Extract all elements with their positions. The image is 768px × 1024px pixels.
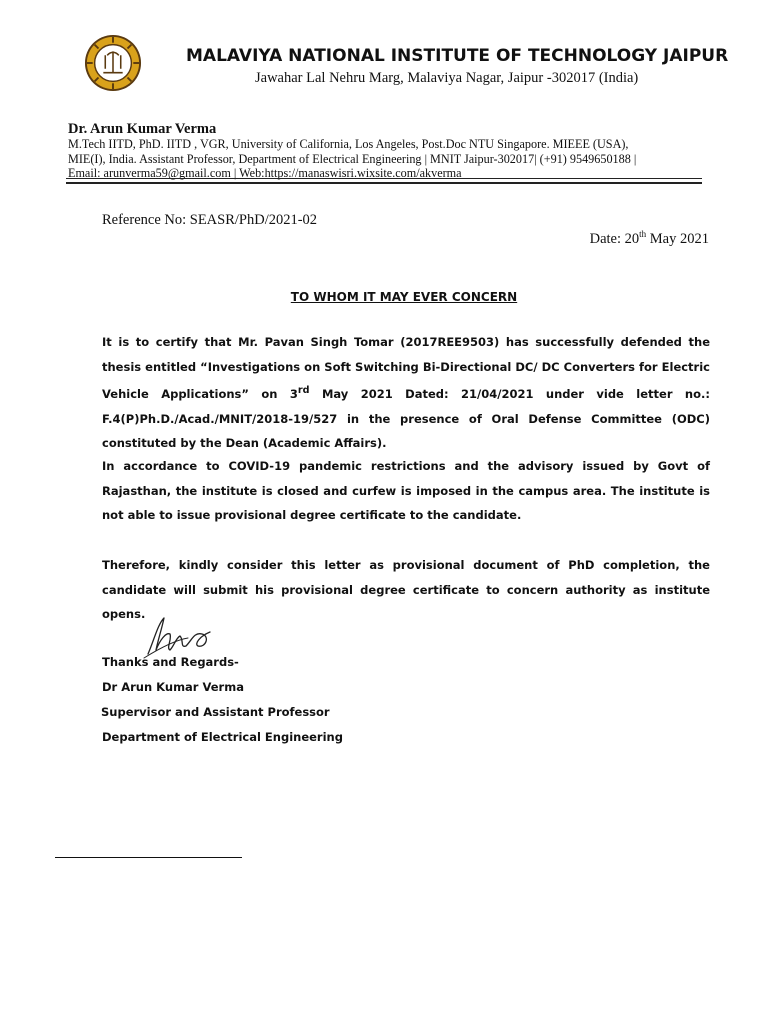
paragraph-covid: In accordance to COVID-19 pandemic restrictions and the advisory issued by Govt of Rajasthan, the institute is closed and curfew is imposed in the campus area. The institute is not able to issue provisional degree certificate to the candidate. [102,459,710,523]
institute-logo-icon [84,34,142,92]
institute-address: Jawahar Lal Nehru Marg, Malaviya Nagar, Jaipur -302017 (India) [255,70,639,86]
letter-date: Date: 20th May 2021 [589,229,709,247]
signatory-name: Dr Arun Kumar Verma [102,680,244,694]
letter-heading: TO WHOM IT MAY EVER CONCERN [290,290,518,304]
header-divider-thin [66,178,702,179]
header-divider-thick [66,182,702,184]
reference-number: Reference No: SEASR/PhD/2021-02 [102,212,318,228]
signatory-department: Department of Electrical Engineering [102,730,343,744]
paragraph-request: Therefore, kindly consider this letter as provisional document of PhD completion, the candidate will submit his provisional degree certificate to concern authority as institute opens. [102,558,710,622]
author-credentials-line-3: Email: arunverma59@gmail.com | Web:https://manaswisri.wixsite.com/akverma [68,166,462,180]
author-name: Dr. Arun Kumar Verma [68,121,217,137]
author-credentials-line-1: M.Tech IITD, PhD. IITD , VGR, University of California, Los Angeles, Post.Doc NTU Singapore. MIEEE (USA), [68,137,629,151]
signatory-designation: Supervisor and Assistant Professor [101,705,330,719]
author-credentials-line-2: MIE(I), India. Assistant Professor, Department of Electrical Engineering | MNIT Jaipur-302017| (+91) 9549650188 | [68,152,637,166]
footnote-rule [55,857,242,858]
institute-name: MALAVIYA NATIONAL INSTITUTE OF TECHNOLOGY JAIPUR [186,46,729,66]
paragraph-certification: It is to certify that Mr. Pavan Singh Tomar (2017REE9503) has successfully defended the thesis entitled “Investigations on Soft Switching Bi-Directional DC/ DC Converters for Electric Vehicle Applications” on 3rd May 2021 Dated: 21/04/2021 under vide letter no.: F.4(P)Ph.D./Acad./MNIT/2018-19/527 in the presence of Oral Defense Committee (ODC) constituted by the Dean (Academic Affairs). [102,335,710,451]
closing-regards: Thanks and Regards- [102,655,239,669]
